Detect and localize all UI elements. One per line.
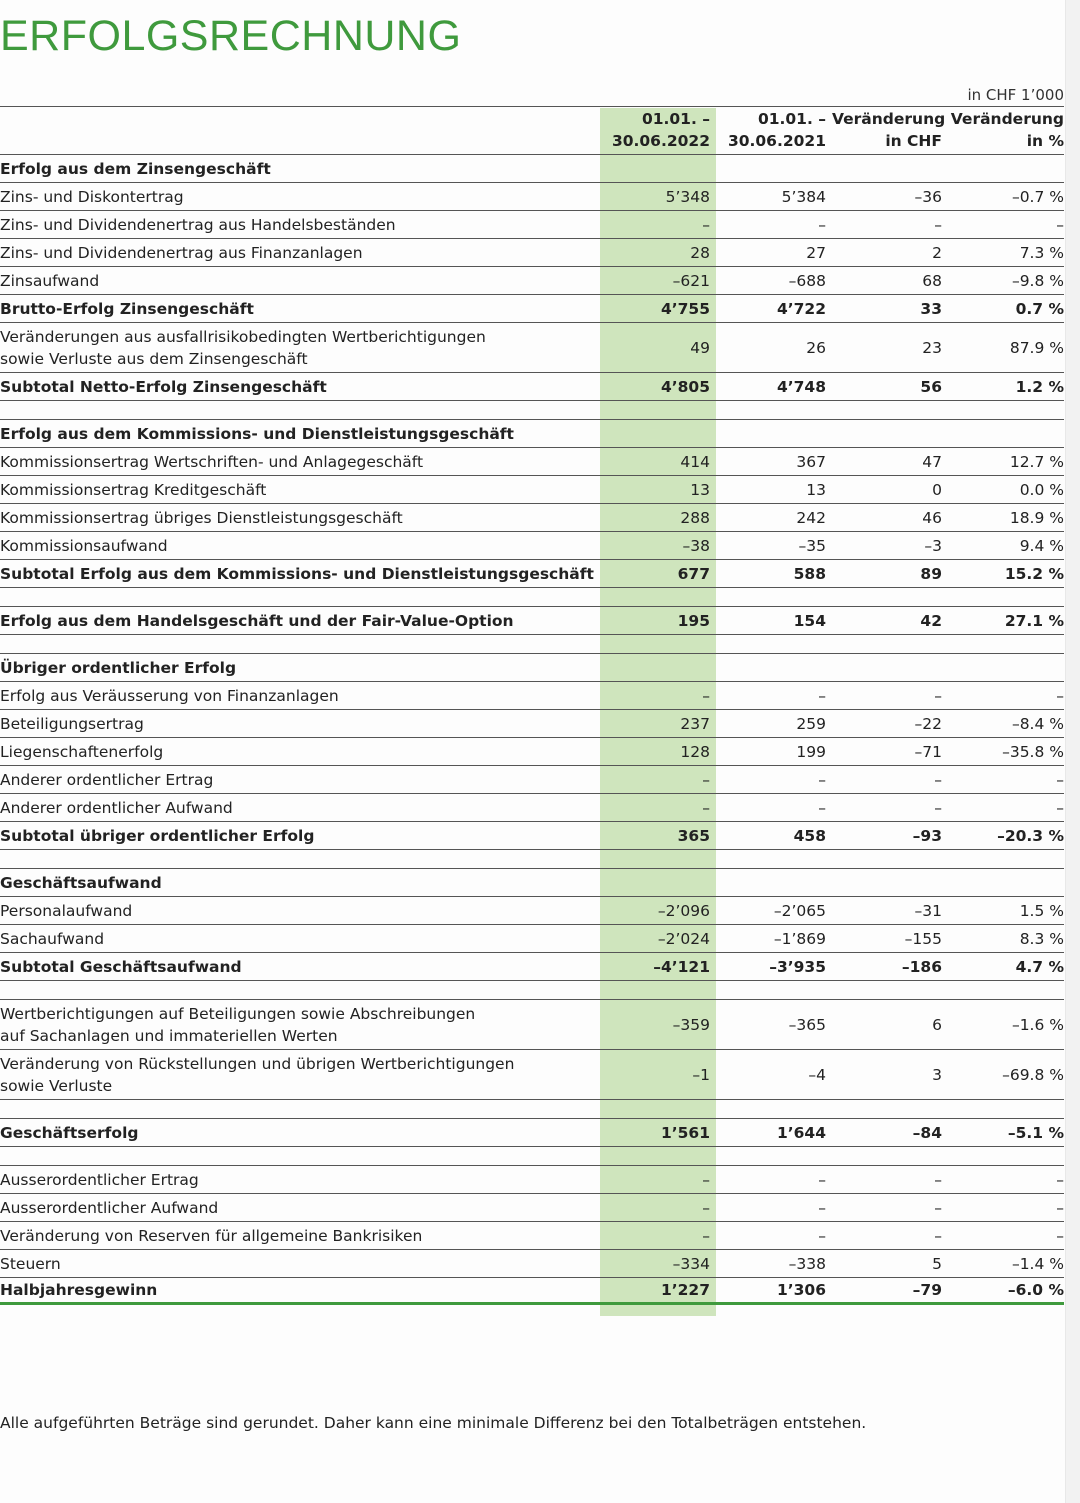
table-row: Kommissionsertrag übriges Dienstleistungsgeschäft 288 242 46 18.9 %: [0, 503, 1064, 531]
col-header-change-pct: Veränderung in %: [950, 110, 1064, 150]
subtotal-row: Erfolg aus dem Handelsgeschäft und der Fair-Value-Option 195 154 42 27.1 %: [0, 606, 1064, 634]
table-row: Zins- und Dividendenertrag aus Handelsbeständen – – – –: [0, 210, 1064, 238]
unit-note: in CHF 1’000: [967, 86, 1064, 104]
table-row: Personalaufwand –2’096 –2’065 –31 1.5 %: [0, 896, 1064, 924]
section-header: Geschäftsaufwand: [0, 868, 1064, 896]
rounding-footnote: Alle aufgeführten Beträge sind gerundet. Daher kann eine minimale Differenz bei den Totalbeträgen entstehen.: [0, 1414, 867, 1432]
income-statement-table: [0, 106, 1064, 1305]
table-row: Anderer ordentlicher Ertrag – – – –: [0, 765, 1064, 793]
section-spacer: [0, 400, 1064, 419]
col-header-change-chf: Veränderung in CHF: [832, 110, 946, 150]
table-row: Veränderungen aus ausfallrisikobedingten Wertberichtigungen sowie Verluste aus dem Zinsengeschäft 49 26 23 87.9 %: [0, 322, 1064, 372]
section-spacer: [0, 1146, 1064, 1165]
subtotal-row: Geschäftserfolg 1’561 1’644 –84 –5.1 %: [0, 1118, 1064, 1146]
table-row: Veränderung von Rückstellungen und übrigen Wertberichtigungen sowie Verluste –1 –4 3 –69.8 %: [0, 1049, 1064, 1099]
table-row: Anderer ordentlicher Aufwand – – – –: [0, 793, 1064, 821]
table-row: Wertberichtigungen auf Beteiligungen sowie Abschreibungen auf Sachanlagen und immateriellen Werten –359 –365 6 –1.6 %: [0, 999, 1064, 1049]
table-row: Ausserordentlicher Aufwand – – – –: [0, 1193, 1064, 1221]
table-row: Kommissionsaufwand –38 –35 –3 9.4 %: [0, 531, 1064, 559]
table-row: Zins- und Diskontertrag 5’348 5’384 –36 –0.7 %: [0, 182, 1064, 210]
table-row: Liegenschaftenerfolg 128 199 –71 –35.8 %: [0, 737, 1064, 765]
section-header: Übriger ordentlicher Erfolg: [0, 653, 1064, 681]
section-spacer: [0, 587, 1064, 606]
table-row: Kommissionsertrag Wertschriften- und Anlagegeschäft 414 367 47 12.7 %: [0, 447, 1064, 475]
col-header-2022: 01.01. – 30.06.2022: [611, 110, 710, 150]
section-spacer: [0, 849, 1064, 868]
subtotal-row: Subtotal Geschäftsaufwand –4’121 –3’935 –186 4.7 %: [0, 952, 1064, 980]
table-row: Zinsaufwand –621 –688 68 –9.8 %: [0, 266, 1064, 294]
scrollbar-track[interactable]: [1065, 0, 1080, 1503]
table-row: Zins- und Dividendenertrag aus Finanzanlagen 28 27 2 7.3 %: [0, 238, 1064, 266]
subtotal-row: Brutto-Erfolg Zinsengeschäft 4’755 4’722 33 0.7 %: [0, 294, 1064, 322]
section-header: Erfolg aus dem Kommissions- und Dienstleistungsgeschäft: [0, 419, 1064, 447]
page-title: ERFOLGSRECHNUNG: [0, 12, 462, 60]
table-row: Veränderung von Reserven für allgemeine Bankrisiken – – – –: [0, 1221, 1064, 1249]
table-row: Kommissionsertrag Kreditgeschäft 13 13 0 0.0 %: [0, 475, 1064, 503]
table-row: Steuern –334 –338 5 –1.4 %: [0, 1249, 1064, 1277]
total-row: Halbjahresgewinn 1’227 1’306 –79 –6.0 %: [0, 1277, 1064, 1305]
section-spacer: [0, 1099, 1064, 1118]
subtotal-row: Subtotal Netto-Erfolg Zinsengeschäft 4’805 4’748 56 1.2 %: [0, 372, 1064, 400]
table-row: Sachaufwand –2’024 –1’869 –155 8.3 %: [0, 924, 1064, 952]
table-header: [0, 106, 1064, 154]
subtotal-row: Subtotal Erfolg aus dem Kommissions- und Dienstleistungsgeschäft 677 588 89 15.2 %: [0, 559, 1064, 587]
table-row: Beteiligungsertrag 237 259 –22 –8.4 %: [0, 709, 1064, 737]
subtotal-row: Subtotal übriger ordentlicher Erfolg 365 458 –93 –20.3 %: [0, 821, 1064, 849]
section-header: Erfolg aus dem Zinsengeschäft: [0, 154, 1064, 182]
table-row: Erfolg aus Veräusserung von Finanzanlagen – – – –: [0, 681, 1064, 709]
section-spacer: [0, 634, 1064, 653]
section-spacer: [0, 980, 1064, 999]
col-header-2021: 01.01. – 30.06.2021: [727, 110, 826, 150]
table-row: Ausserordentlicher Ertrag – – – –: [0, 1165, 1064, 1193]
